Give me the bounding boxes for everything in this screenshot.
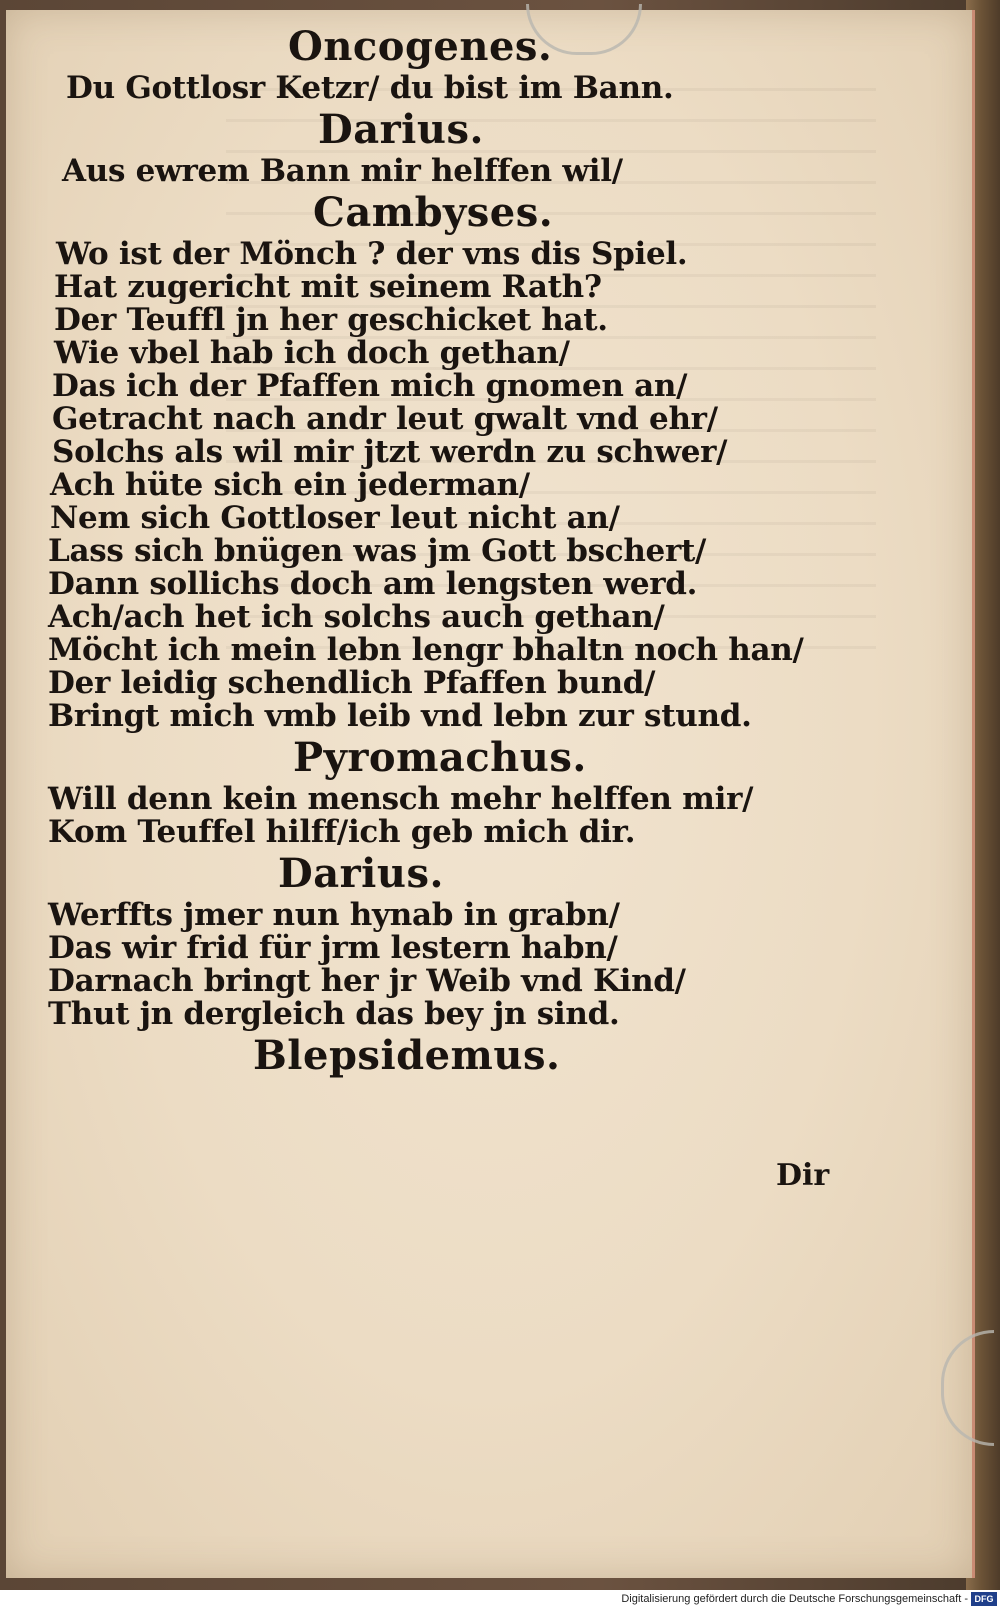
speaker-name: Blepsidemus. (253, 1032, 561, 1079)
verse-line: Thut jn dergleich das bey jn sind. (48, 996, 620, 1032)
speaker-name: Oncogenes. (288, 23, 553, 70)
verse-line: Wo ist der Mönch ? der vns dis Spiel. (56, 236, 688, 272)
verse-line: Solchs als wil mir jtzt werdn zu schwer/ (52, 434, 728, 470)
verse-line: Du Gottlosr Ketzr/ du bist im Bann. (66, 70, 674, 106)
verse-line: Wie vbel hab ich doch gethan/ (54, 335, 570, 371)
digitization-footer (0, 1590, 1000, 1609)
verse-line: Kom Teuffel hilff/ich geb mich dir. (48, 814, 636, 850)
verse-line: Das ich der Pfaffen mich gnomen an/ (52, 368, 688, 404)
verse-line: Möcht ich mein lebn lengr bhaltn noch han/ (48, 632, 804, 668)
verse-line: Werffts jmer nun hynab in grabn/ (48, 897, 620, 933)
verse-line: Das wir frid für jrm lestern habn/ (48, 930, 618, 966)
speaker-name: Pyromachus. (293, 734, 587, 781)
verse-line: Getracht nach andr leut gwalt vnd ehr/ (52, 401, 718, 437)
page-clip-right (941, 1330, 994, 1446)
verse-line: Darnach bringt her jr Weib vnd Kind/ (48, 963, 686, 999)
book-page (6, 10, 975, 1578)
verse-line: Aus ewrem Bann mir helffen wil/ (62, 153, 623, 189)
verse-line: Der leidig schendlich Pfaffen bund/ (48, 665, 656, 701)
verse-line: Bringt mich vmb leib vnd lebn zur stund. (48, 698, 752, 734)
verse-line: Ach/ach het ich solchs auch gethan/ (48, 599, 665, 635)
verse-line: Ach hüte sich ein jederman/ (50, 467, 530, 503)
dfg-logo: DFG (971, 1592, 997, 1606)
verse-line: Nem sich Gottloser leut nicht an/ (50, 500, 620, 536)
speaker-name: Darius. (318, 106, 484, 153)
speaker-name: Darius. (278, 850, 444, 897)
verse-line: Lass sich bnügen was jm Gott bschert/ (48, 533, 707, 569)
verse-line: Der Teuffl jn her geschicket hat. (54, 302, 608, 338)
speaker-name: Cambyses. (313, 189, 554, 236)
verse-line: Will denn kein mensch mehr helffen mir/ (48, 781, 754, 817)
catchword: Dir (776, 1158, 830, 1193)
play-text-block (48, 22, 928, 1081)
verse-line: Dann sollichs doch am lengsten werd. (48, 566, 698, 602)
funding-notice: Digitalisierung gefördert durch die Deutsche Forschungsgemeinschaft - (621, 1593, 968, 1605)
verse-line: Hat zugericht mit seinem Rath? (54, 269, 602, 305)
